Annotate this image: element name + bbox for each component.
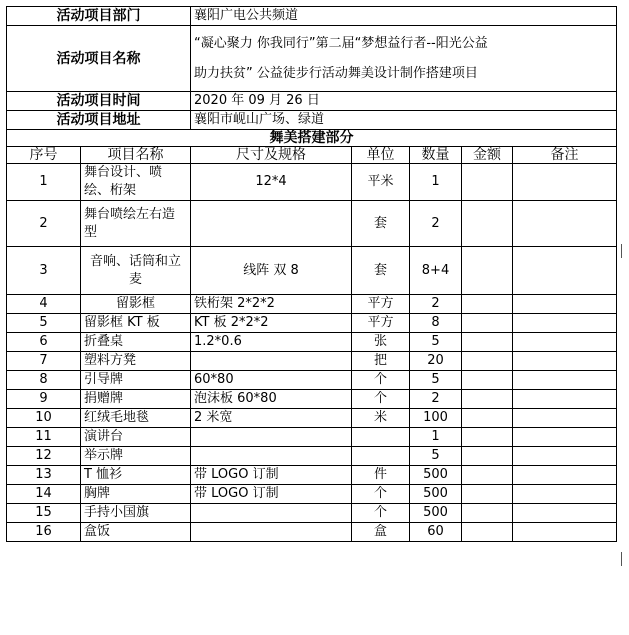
- row-qty: 60: [410, 523, 462, 542]
- row-note: [513, 201, 617, 247]
- row-note: [513, 371, 617, 390]
- table-row: [7, 314, 617, 333]
- row-no: 3: [7, 247, 81, 295]
- row-name: 盒饭: [81, 523, 191, 542]
- row-spec: 泡沫板 60*80: [191, 390, 352, 409]
- row-amount: [462, 333, 513, 352]
- location-value: 襄阳市岘山广场、绿道: [191, 111, 617, 130]
- column-header-amount: 金额: [462, 147, 513, 164]
- row-qty: 5: [410, 447, 462, 466]
- section-title-row: [7, 130, 617, 147]
- row-no: 10: [7, 409, 81, 428]
- row-amount: [462, 247, 513, 295]
- table-row: [7, 390, 617, 409]
- column-header-qty: 数量: [410, 147, 462, 164]
- row-note: [513, 314, 617, 333]
- row-qty: 5: [410, 371, 462, 390]
- row-unit: 平米: [352, 164, 410, 201]
- row-amount: [462, 314, 513, 333]
- row-no: 4: [7, 295, 81, 314]
- row-no: 15: [7, 504, 81, 523]
- project-name-line-1: “凝心聚力 你我同行”第二届“梦想益行者--阳光公益: [194, 35, 488, 51]
- row-note: [513, 485, 617, 504]
- row-unit: [352, 428, 410, 447]
- column-header-unit: 单位: [352, 147, 410, 164]
- table-row: [7, 428, 617, 447]
- row-spec: [191, 428, 352, 447]
- department-row: [7, 7, 617, 26]
- row-name: 舞台设计、喷绘、桁架: [81, 164, 191, 201]
- location-label: 活动项目地址: [7, 111, 191, 130]
- project-name-row: [7, 26, 617, 92]
- row-qty: 500: [410, 504, 462, 523]
- row-no: 16: [7, 523, 81, 542]
- table-row: [7, 247, 617, 295]
- row-qty: 2: [410, 295, 462, 314]
- row-amount: [462, 466, 513, 485]
- row-note: [513, 428, 617, 447]
- project-table: [6, 6, 617, 542]
- column-header-no: 序号: [7, 147, 81, 164]
- row-qty: 1: [410, 428, 462, 447]
- row-spec: [191, 523, 352, 542]
- project-name-value: [191, 26, 617, 92]
- row-no: 8: [7, 371, 81, 390]
- row-name: 塑料方凳: [81, 352, 191, 371]
- row-name: T 恤衫: [81, 466, 191, 485]
- row-amount: [462, 164, 513, 201]
- row-note: [513, 523, 617, 542]
- row-unit: 平方: [352, 295, 410, 314]
- row-no: 12: [7, 447, 81, 466]
- table-row: [7, 466, 617, 485]
- row-no: 5: [7, 314, 81, 333]
- row-no: 11: [7, 428, 81, 447]
- row-name: 举示牌: [81, 447, 191, 466]
- row-spec: 12*4: [191, 164, 352, 201]
- row-note: [513, 295, 617, 314]
- row-note: [513, 409, 617, 428]
- row-name: 胸牌: [81, 485, 191, 504]
- row-no: 2: [7, 201, 81, 247]
- row-qty: 8: [410, 314, 462, 333]
- row-spec: 线阵 双 8: [191, 247, 352, 295]
- row-spec: 1.2*0.6: [191, 333, 352, 352]
- row-spec: [191, 504, 352, 523]
- quote-sheet: [6, 6, 616, 542]
- row-unit: 平方: [352, 314, 410, 333]
- row-no: 13: [7, 466, 81, 485]
- department-value: 襄阳广电公共频道: [191, 7, 617, 26]
- row-qty: 5: [410, 333, 462, 352]
- row-note: [513, 352, 617, 371]
- table-row: [7, 201, 617, 247]
- row-spec: 60*80: [191, 371, 352, 390]
- row-amount: [462, 295, 513, 314]
- row-spec: [191, 447, 352, 466]
- row-amount: [462, 371, 513, 390]
- row-no: 1: [7, 164, 81, 201]
- row-qty: 2: [410, 390, 462, 409]
- row-amount: [462, 201, 513, 247]
- row-qty: 100: [410, 409, 462, 428]
- row-name: 留影框 KT 板: [81, 314, 191, 333]
- row-spec: 带 LOGO 订制: [191, 485, 352, 504]
- row-amount: [462, 352, 513, 371]
- row-no: 6: [7, 333, 81, 352]
- row-spec: 2 米宽: [191, 409, 352, 428]
- row-note: [513, 504, 617, 523]
- table-row: [7, 352, 617, 371]
- table-row: [7, 333, 617, 352]
- row-note: [513, 447, 617, 466]
- row-spec: 带 LOGO 订制: [191, 466, 352, 485]
- row-unit: 把: [352, 352, 410, 371]
- row-qty: 8+4: [410, 247, 462, 295]
- row-note: [513, 390, 617, 409]
- row-unit: [352, 447, 410, 466]
- row-amount: [462, 523, 513, 542]
- row-spec: KT 板 2*2*2: [191, 314, 352, 333]
- row-unit: 个: [352, 390, 410, 409]
- row-no: 14: [7, 485, 81, 504]
- row-amount: [462, 504, 513, 523]
- row-note: [513, 466, 617, 485]
- row-unit: 套: [352, 201, 410, 247]
- row-amount: [462, 485, 513, 504]
- row-amount: [462, 409, 513, 428]
- project-name-label: 活动项目名称: [7, 26, 191, 92]
- row-unit: 米: [352, 409, 410, 428]
- time-label: 活动项目时间: [7, 92, 191, 111]
- row-unit: 个: [352, 504, 410, 523]
- row-amount: [462, 390, 513, 409]
- location-row: [7, 111, 617, 130]
- table-row: [7, 295, 617, 314]
- row-note: [513, 164, 617, 201]
- row-amount: [462, 447, 513, 466]
- column-header-note: 备注: [513, 147, 617, 164]
- row-unit: 盒: [352, 523, 410, 542]
- row-name: 捐赠牌: [81, 390, 191, 409]
- row-qty: 500: [410, 485, 462, 504]
- row-name: 演讲台: [81, 428, 191, 447]
- row-note: [513, 333, 617, 352]
- row-name: 音响、话筒和立麦: [81, 247, 191, 295]
- time-row: [7, 92, 617, 111]
- table-row: [7, 485, 617, 504]
- section-title: 舞美搭建部分: [7, 130, 617, 147]
- table-row: [7, 447, 617, 466]
- table-row: [7, 164, 617, 201]
- row-unit: 套: [352, 247, 410, 295]
- row-no: 7: [7, 352, 81, 371]
- table-row: [7, 523, 617, 542]
- row-name: 留影框: [81, 295, 191, 314]
- row-no: 9: [7, 390, 81, 409]
- row-unit: 个: [352, 371, 410, 390]
- page-edge-mark: [621, 244, 622, 258]
- row-spec: 铁桁架 2*2*2: [191, 295, 352, 314]
- row-qty: 2: [410, 201, 462, 247]
- row-unit: 张: [352, 333, 410, 352]
- row-name: 舞台喷绘左右造型: [81, 201, 191, 247]
- table-row: [7, 371, 617, 390]
- time-value: 2020 年 09 月 26 日: [191, 92, 617, 111]
- column-header-row: [7, 147, 617, 164]
- row-qty: 500: [410, 466, 462, 485]
- row-unit: 件: [352, 466, 410, 485]
- row-name: 折叠桌: [81, 333, 191, 352]
- row-spec: [191, 201, 352, 247]
- column-header-name: 项目名称: [81, 147, 191, 164]
- row-name: 引导牌: [81, 371, 191, 390]
- row-qty: 20: [410, 352, 462, 371]
- row-name: 红绒毛地毯: [81, 409, 191, 428]
- row-note: [513, 247, 617, 295]
- row-spec: [191, 352, 352, 371]
- page-edge-mark: [621, 552, 622, 566]
- table-row: [7, 504, 617, 523]
- row-qty: 1: [410, 164, 462, 201]
- row-unit: 个: [352, 485, 410, 504]
- row-amount: [462, 428, 513, 447]
- project-name-line-2: 助力扶贫” 公益徒步行活动舞美设计制作搭建项目: [194, 65, 478, 81]
- column-header-spec: 尺寸及规格: [191, 147, 352, 164]
- department-label: 活动项目部门: [7, 7, 191, 26]
- row-name: 手持小国旗: [81, 504, 191, 523]
- table-row: [7, 409, 617, 428]
